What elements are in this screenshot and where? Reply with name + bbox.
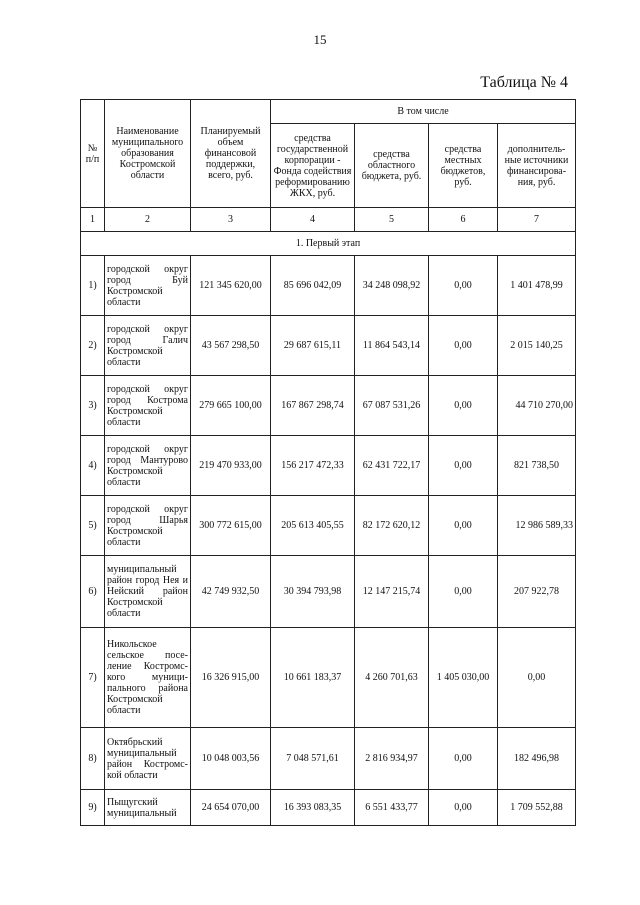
municipality-name: Пыщугский муниципальный — [105, 790, 191, 826]
regional-amount: 62 431 722,17 — [355, 436, 429, 496]
table-row — [81, 496, 576, 556]
fund-amount: 30 394 793,98 — [271, 556, 355, 628]
regional-amount: 12 147 215,74 — [355, 556, 429, 628]
header-number: № п/п — [81, 100, 105, 208]
fund-amount: 167 867 298,74 — [271, 376, 355, 436]
fund-amount: 16 393 083,35 — [271, 790, 355, 826]
total-amount: 300 772 615,00 — [191, 496, 271, 556]
stage-label: 1. Первый этап — [81, 232, 576, 256]
table-row — [81, 436, 576, 496]
municipality-name: городской округ город Галич Костромской области — [105, 316, 191, 376]
financing-table — [80, 99, 576, 826]
column-number: 5 — [355, 208, 429, 232]
column-number: 2 — [105, 208, 191, 232]
header-local-budgets: средства местных бюджетов, руб. — [429, 124, 498, 208]
additional-amount: 44 710 270,00 — [498, 376, 576, 436]
municipality-name: муниципальный район город Нея и Нейский район Костромской области — [105, 556, 191, 628]
additional-amount: 1 709 552,88 — [498, 790, 576, 826]
stage-row — [81, 232, 576, 256]
local-amount: 0,00 — [429, 728, 498, 790]
regional-amount: 82 172 620,12 — [355, 496, 429, 556]
regional-amount: 11 864 543,14 — [355, 316, 429, 376]
total-amount: 43 567 298,50 — [191, 316, 271, 376]
row-number: 1) — [81, 256, 105, 316]
column-number: 3 — [191, 208, 271, 232]
additional-amount: 821 738,50 — [498, 436, 576, 496]
row-number: 6) — [81, 556, 105, 628]
local-amount: 0,00 — [429, 316, 498, 376]
header-municipality: Наименование муниципального образования Костромской области — [105, 100, 191, 208]
municipality-name: городской округ город Кострома Костромской области — [105, 376, 191, 436]
regional-amount: 67 087 531,26 — [355, 376, 429, 436]
local-amount: 0,00 — [429, 790, 498, 826]
regional-amount: 34 248 098,92 — [355, 256, 429, 316]
municipality-name: Октябрьский муниципальный район Костромс-кой области — [105, 728, 191, 790]
header-additional-sources: дополнитель-ные источники финансирова-ния, руб. — [498, 124, 576, 208]
fund-amount: 85 696 042,09 — [271, 256, 355, 316]
table-row — [81, 628, 576, 728]
header-fund: средства государственной корпорации - Фонда содействия реформированию ЖКХ, руб. — [271, 124, 355, 208]
table-row — [81, 256, 576, 316]
additional-amount: 1 401 478,99 — [498, 256, 576, 316]
additional-amount: 2 015 140,25 — [498, 316, 576, 376]
total-amount: 121 345 620,00 — [191, 256, 271, 316]
table-row — [81, 556, 576, 628]
additional-amount: 0,00 — [498, 628, 576, 728]
total-amount: 10 048 003,56 — [191, 728, 271, 790]
total-amount: 42 749 932,50 — [191, 556, 271, 628]
additional-amount: 207 922,78 — [498, 556, 576, 628]
column-number: 1 — [81, 208, 105, 232]
table-row — [81, 376, 576, 436]
municipality-name: городской округ город Буй Костромской области — [105, 256, 191, 316]
header-total: Планируемый объем финансовой поддержки, всего, руб. — [191, 100, 271, 208]
row-number: 5) — [81, 496, 105, 556]
local-amount: 0,00 — [429, 496, 498, 556]
local-amount: 0,00 — [429, 376, 498, 436]
table-row — [81, 728, 576, 790]
fund-amount: 29 687 615,11 — [271, 316, 355, 376]
row-number: 7) — [81, 628, 105, 728]
total-amount: 279 665 100,00 — [191, 376, 271, 436]
municipality-name: Никольское сельское посе-ление Костромс-кого муници-пального района Костромской области — [105, 628, 191, 728]
total-amount: 16 326 915,00 — [191, 628, 271, 728]
local-amount: 0,00 — [429, 436, 498, 496]
local-amount: 1 405 030,00 — [429, 628, 498, 728]
table-row — [81, 790, 576, 826]
additional-amount: 12 986 589,33 — [498, 496, 576, 556]
additional-amount: 182 496,98 — [498, 728, 576, 790]
row-number: 2) — [81, 316, 105, 376]
municipality-name: городской округ город Мантурово Костромской области — [105, 436, 191, 496]
fund-amount: 7 048 571,61 — [271, 728, 355, 790]
total-amount: 24 654 070,00 — [191, 790, 271, 826]
column-number: 4 — [271, 208, 355, 232]
row-number: 9) — [81, 790, 105, 826]
fund-amount: 10 661 183,37 — [271, 628, 355, 728]
column-number: 6 — [429, 208, 498, 232]
row-number: 3) — [81, 376, 105, 436]
row-number: 4) — [81, 436, 105, 496]
local-amount: 0,00 — [429, 556, 498, 628]
table-row — [81, 316, 576, 376]
header-regional-budget: средства областного бюджета, руб. — [355, 124, 429, 208]
total-amount: 219 470 933,00 — [191, 436, 271, 496]
fund-amount: 156 217 472,33 — [271, 436, 355, 496]
regional-amount: 4 260 701,63 — [355, 628, 429, 728]
fund-amount: 205 613 405,55 — [271, 496, 355, 556]
header-group-in-total: В том числе — [271, 100, 576, 124]
column-number-row — [81, 208, 576, 232]
regional-amount: 6 551 433,77 — [355, 790, 429, 826]
column-number: 7 — [498, 208, 576, 232]
local-amount: 0,00 — [429, 256, 498, 316]
municipality-name: городской округ город Шарья Костромской области — [105, 496, 191, 556]
row-number: 8) — [81, 728, 105, 790]
regional-amount: 2 816 934,97 — [355, 728, 429, 790]
table-caption: Таблица № 4 — [480, 74, 568, 91]
page-number: 15 — [313, 32, 327, 47]
